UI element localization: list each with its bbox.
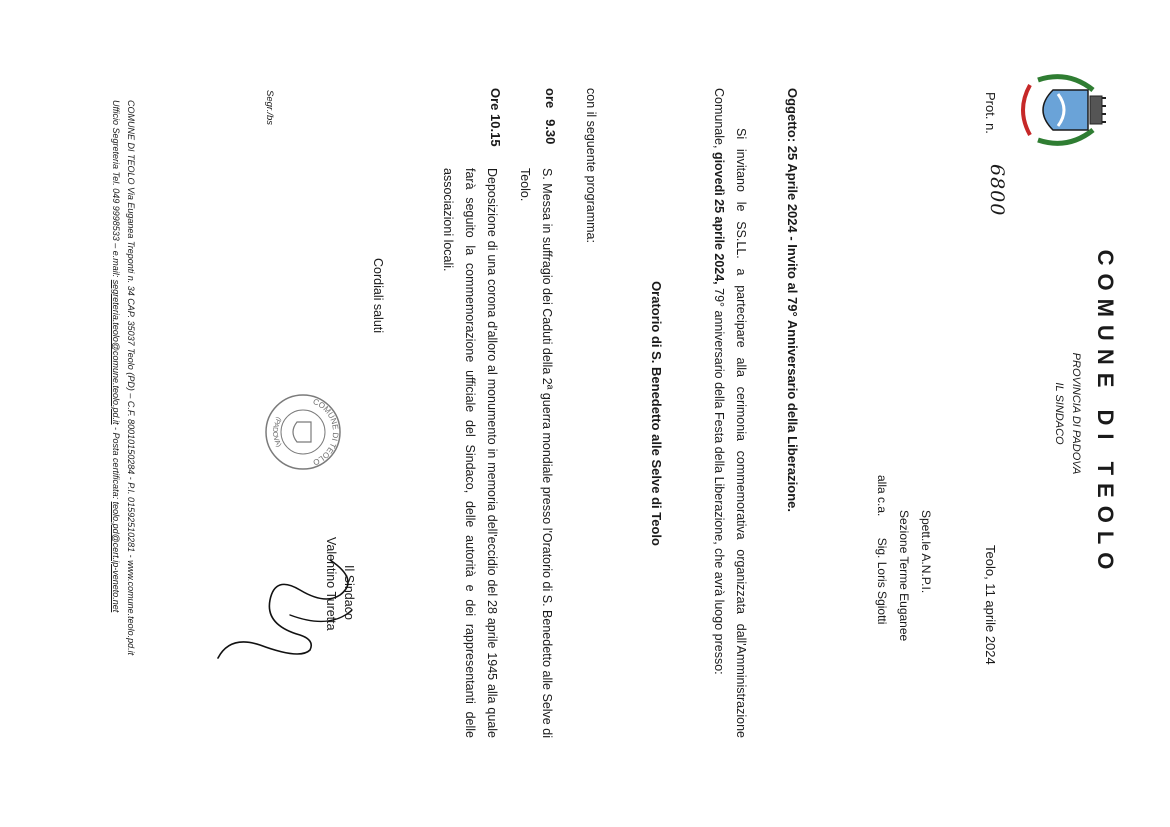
recipient-line-1: Spett.le A.N.P.I.: [919, 510, 933, 594]
intro-date-bold: giovedì 25 aprile 2024,: [712, 151, 726, 285]
province-subtitle: PROVINCIA DI PADOVA: [1070, 352, 1082, 475]
footer-pec-link[interactable]: teolo.pd@cert.ip-veneto.net: [111, 501, 121, 613]
recipient-attention: [871, 475, 893, 641]
programme-description-2: Deposizione di una corona d'alloro al monumento in memoria dell'eccidio del 28 aprile 1945 alla quale farà seguito la commemorazione ufficiale del Sindaco, delle autorità e dei rappresentanti delle associazioni locali.: [441, 168, 499, 738]
subject-text: 25 Aprile 2024 - Invito al 79° Anniversario della Liberazione.: [785, 145, 800, 512]
recipient-line-2: Sezione Terme Euganee: [897, 510, 911, 642]
attention-name: Sig. Loris Sgiotti: [875, 537, 889, 625]
attention-label: alla c.a.: [875, 475, 889, 517]
intro-text-1: Si invitano le SS.LL. a partecipare alla cerimonia commemorativa organizzata dall'Amministrazione Comunale,: [712, 88, 748, 738]
protocol-label: Prot. n.: [983, 92, 998, 134]
footer-office-phone: Ufficio Segreteria Tel. 049 9998533 – e.mail:: [111, 100, 121, 278]
signatory-name: Valentino Turetta: [324, 537, 338, 631]
venue-heading: Oratorio di S. Benedetto alle Selve di Teolo: [649, 281, 664, 546]
stamp-province-text: (PADOVA): [270, 415, 283, 449]
footer-address: COMUNE DI TEOLO Via Euganea Treponti n. 34 CAP. 35037 Teolo (PD) – C.F. 80010150284 - P.I. 01592510281 - www.comune.teolo.pd.it: [126, 100, 136, 656]
protocol-number: 6800: [986, 164, 1008, 217]
footer-contacts: [111, 100, 121, 760]
programme-description-1: S. Messa in suffragio dei Caduti della 2ª guerra mondiale presso l'Oratorio di S. Benedetto alle Selve di Teolo.: [518, 168, 554, 738]
closing-greeting: Cordiali saluti: [371, 258, 385, 334]
recipient-block: [871, 475, 937, 642]
office-subtitle: IL SINDACO: [1053, 382, 1065, 445]
official-stamp: [263, 392, 343, 472]
intro-text-2: 79° anniversario della Festa della Liberazione, che avrà luogo presso:: [712, 288, 726, 675]
footer-email-link[interactable]: segreteria.teolo@comune.teolo.pd.it: [111, 279, 121, 425]
stamp-ring-text: COMUNE DI TEOLO: [311, 396, 341, 468]
municipality-title: COMUNE DI TEOLO: [1093, 249, 1118, 578]
subject-label: Oggetto:: [785, 88, 800, 143]
programme-time-1: ore 9.30: [543, 88, 558, 145]
place-date: Teolo, 11 aprile 2024: [983, 545, 998, 665]
programme-label: con il seguente programma:: [584, 88, 598, 243]
footer-pec-label: - Posta certificata:: [111, 427, 121, 500]
handwritten-signature: [210, 540, 370, 680]
stamp-emblem-icon: [293, 422, 311, 442]
secretary-initials: Segr./bs: [264, 90, 275, 126]
subject-line: [785, 88, 800, 512]
signatory-role: Il Sindaco: [342, 565, 356, 620]
programme-time-2: Ore 10.15: [488, 88, 503, 147]
intro-paragraph: [708, 88, 752, 738]
